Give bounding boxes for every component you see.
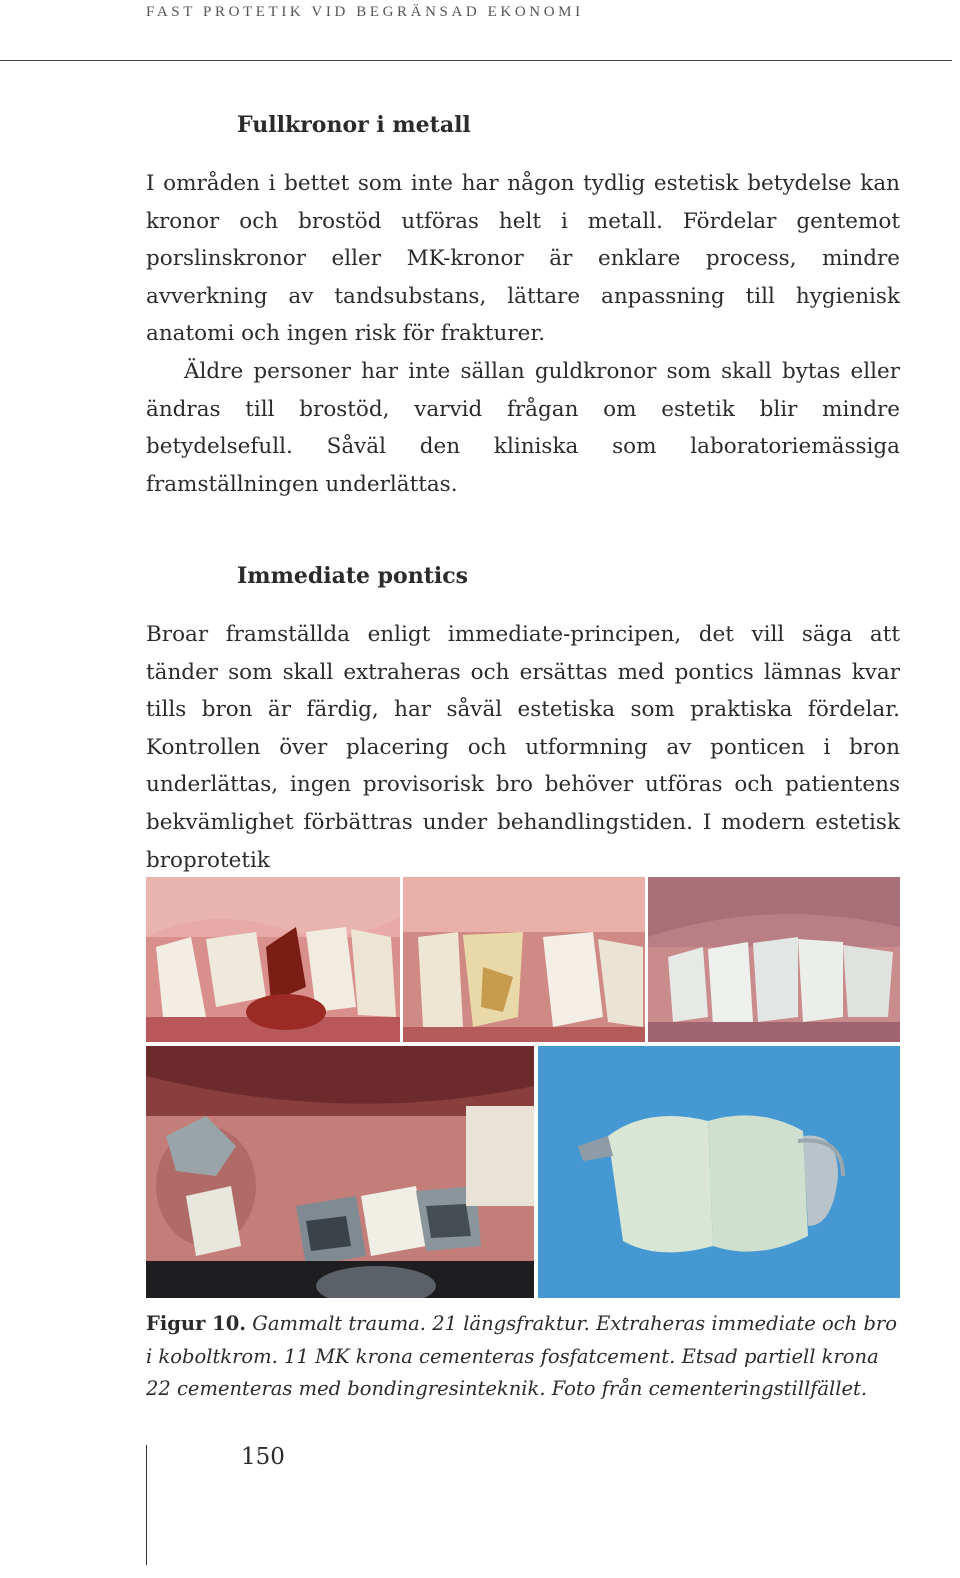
paragraph: I områden i bettet som inte har någon tydlig estetisk betydelse kan kronor och brostöd utföras helt i metall. Fördelar gentemot porslinskronor eller MK-kronor är enklare process, mindre avverkning av tandsubstans, lättare anpassning till hygienisk anatomi och ingen risk för frakturer. xyxy=(146,171,900,347)
figure-caption-text: Gammalt trauma. 21 längsfraktur. Extraheras immediate och bro i koboltkrom. 11 MK krona cementeras fosfatcement. Etsad partiell krona 22 cementeras med bondingresinteknik. Foto från cementeringstillfället. xyxy=(146,1312,897,1400)
figure-label: Figur 10. xyxy=(146,1312,247,1335)
header-rule xyxy=(0,60,952,61)
photo-completed-restoration xyxy=(648,877,900,1042)
paragraph: Äldre personer har inte sällan guldkronor som skall bytas eller ändras till brostöd, varvid frågan om estetik blir mindre betydelsefull. Såväl den kliniska som laboratoriemässiga framställningen underlättas. xyxy=(146,358,900,497)
paragraph: Broar framställda enligt immediate-principen, det vill säga att tänder som skall extraheras och ersättas med pontics lämnas kvar tills bron är färdig, har såväl estetiska som praktiska fördelar. Kontrollen över placering och utformning av ponticen i bron underlättas, ingen provisorisk bro behöver utföras och patientens bekvämlighet förbättras under behandlingstiden. I modern estetisk broprotetik xyxy=(146,622,900,873)
figure-caption xyxy=(146,1308,900,1406)
running-head: FAST PROTETIK VID BEGRÄNSAD EKONOMI xyxy=(146,4,584,20)
photo-metal-bridge xyxy=(146,1046,534,1298)
photo-bridge-model xyxy=(538,1046,900,1298)
section-fullkronor-body xyxy=(146,165,900,503)
section-heading-immediate-pontics: Immediate pontics xyxy=(237,563,469,589)
section-heading-fullkronor: Fullkronor i metall xyxy=(237,112,471,138)
section-immediate-body xyxy=(146,616,900,879)
page-number: 150 xyxy=(241,1444,285,1470)
photo-fractured-tooth xyxy=(146,877,400,1042)
footer-rule xyxy=(146,1445,147,1565)
photo-fracture-detail xyxy=(403,877,645,1042)
